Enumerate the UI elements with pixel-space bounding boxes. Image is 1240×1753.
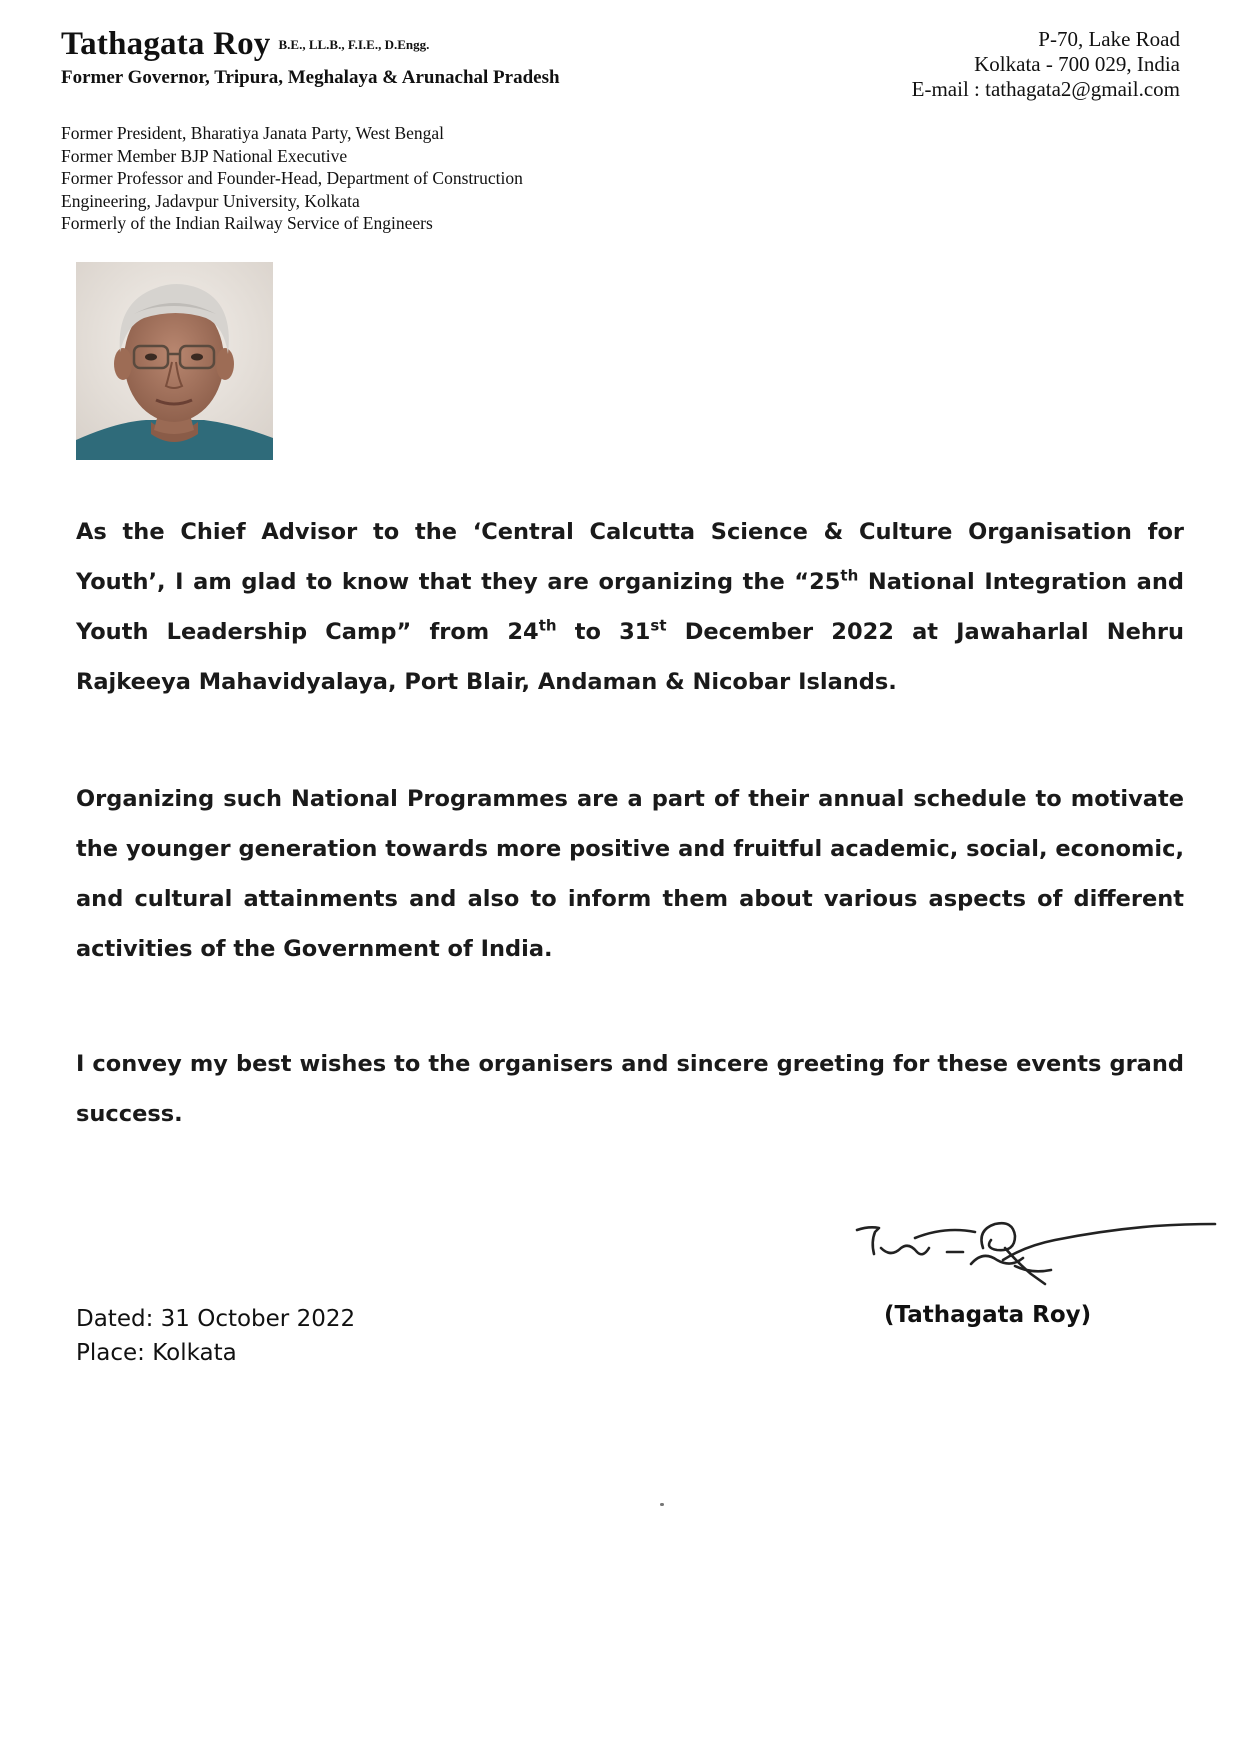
- address-line-email: E-mail : tathagata2@gmail.com: [911, 77, 1180, 101]
- sender-address: [912, 27, 1180, 102]
- sender-degrees: B.E., LL.B., F.I.E., D.Engg.: [278, 37, 430, 52]
- letterhead-name-line: [61, 26, 429, 63]
- letter-date: Dated: 31 October 2022: [76, 1306, 356, 1332]
- address-line-city: Kolkata - 700 029, India: [974, 52, 1180, 76]
- credential-line: Former President, Bharatiya Janata Party, West Bengal: [61, 123, 445, 143]
- sender-portrait-photo: [76, 262, 273, 460]
- letter-place: Place: Kolkata: [76, 1340, 237, 1366]
- date-and-place: [76, 1302, 355, 1370]
- credential-line: Engineering, Jadavpur University, Kolkata: [61, 190, 360, 211]
- letter-paragraph-1: [76, 507, 1184, 707]
- superscript: th: [840, 566, 859, 585]
- address-line-street: P-70, Lake Road: [1038, 27, 1180, 51]
- paragraph-text: to 31: [556, 619, 651, 645]
- credential-line: Former Professor and Founder-Head, Department of Construction: [61, 168, 523, 188]
- paragraph-text: December 2022 at Jawaharlal Nehru Rajkeeya Mahavidyalaya, Port Blair, Andaman & Nicobar Islands.: [76, 619, 1184, 695]
- credential-line: Formerly of the Indian Railway Service of Engineers: [61, 213, 433, 233]
- paragraph-text: National Integration and Youth Leadership Camp” from 24: [76, 569, 1184, 645]
- sender-credentials: [61, 122, 523, 235]
- paragraph-text: As the Chief Advisor to the ‘Central Calcutta Science & Culture Organisation for Youth’, I am glad to know that they are organizing the “25: [76, 519, 1184, 595]
- letterhead: [0, 0, 1240, 260]
- superscript: th: [538, 616, 557, 635]
- signatory-name: (Tathagata Roy): [884, 1302, 1092, 1328]
- scan-speck: [660, 1503, 664, 1506]
- letter-paragraph-2: Organizing such National Programmes are a part of their annual schedule to motivate the younger generation towards more positive and fruitful academic, social, economic, and cultural attainments and also to inform them about various aspects of different activities of the Government of India.: [76, 786, 1184, 962]
- credential-line: Former Member BJP National Executive: [61, 145, 348, 166]
- superscript: st: [650, 616, 667, 635]
- sender-title: Former Governor, Tripura, Meghalaya & Arunachal Pradesh: [61, 67, 560, 88]
- sender-name: Tathagata Roy: [61, 26, 271, 62]
- letter-paragraph-3: I convey my best wishes to the organisers and sincere greeting for these events grand success.: [76, 1051, 1184, 1127]
